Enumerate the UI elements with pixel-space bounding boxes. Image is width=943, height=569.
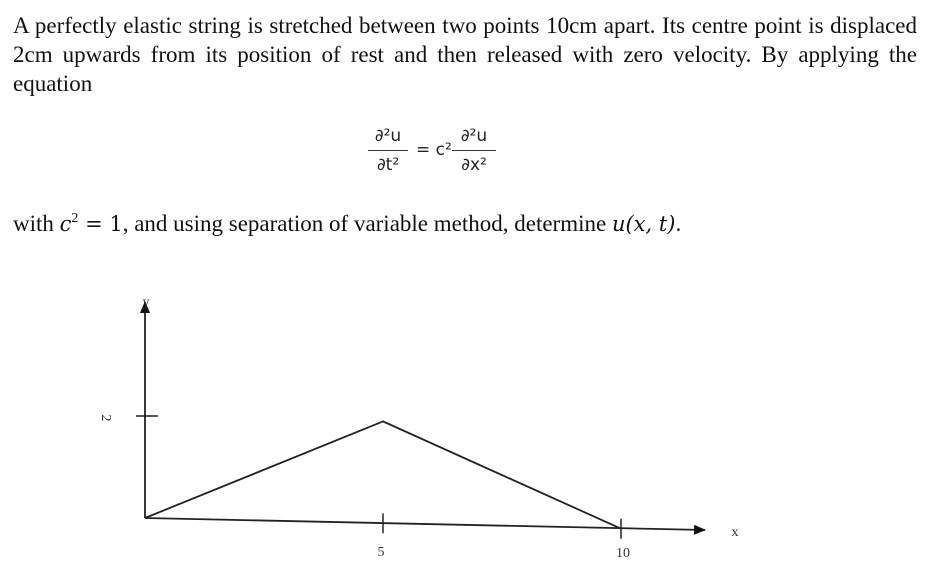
rhs-denominator: ∂x² (461, 155, 487, 176)
lhs-numerator: ∂²u (374, 126, 402, 146)
y-axis-label: y (142, 295, 150, 310)
lhs-denominator: ∂t² (376, 155, 400, 176)
equals-c-squared: = c² (416, 140, 452, 160)
function-u-xt: u(x, t) (611, 212, 676, 236)
problem-statement: A perfectly elastic string is stretched between two points 10cm apart. Its centre point is displaced 2cm upwards from its position of rest and then released with zero velocity. By applying the equation (13, 13, 917, 96)
c-symbol: c (59, 212, 72, 236)
instruction-prefix: with (13, 211, 60, 236)
instruction-period: . (675, 211, 682, 236)
string-profile-line (145, 421, 621, 528)
x-tick-label-10: 10 (616, 546, 630, 561)
x-tick-label-5: 5 (377, 545, 385, 560)
rhs-numerator: ∂²u (460, 126, 488, 146)
y-tick-label-2: 2 (98, 414, 113, 422)
c-exponent: 2 (71, 211, 79, 226)
instruction-body: , and using separation of variable method, determine (122, 211, 612, 236)
x-axis-label: x (731, 525, 739, 540)
equals-one: = 1 (78, 212, 123, 236)
